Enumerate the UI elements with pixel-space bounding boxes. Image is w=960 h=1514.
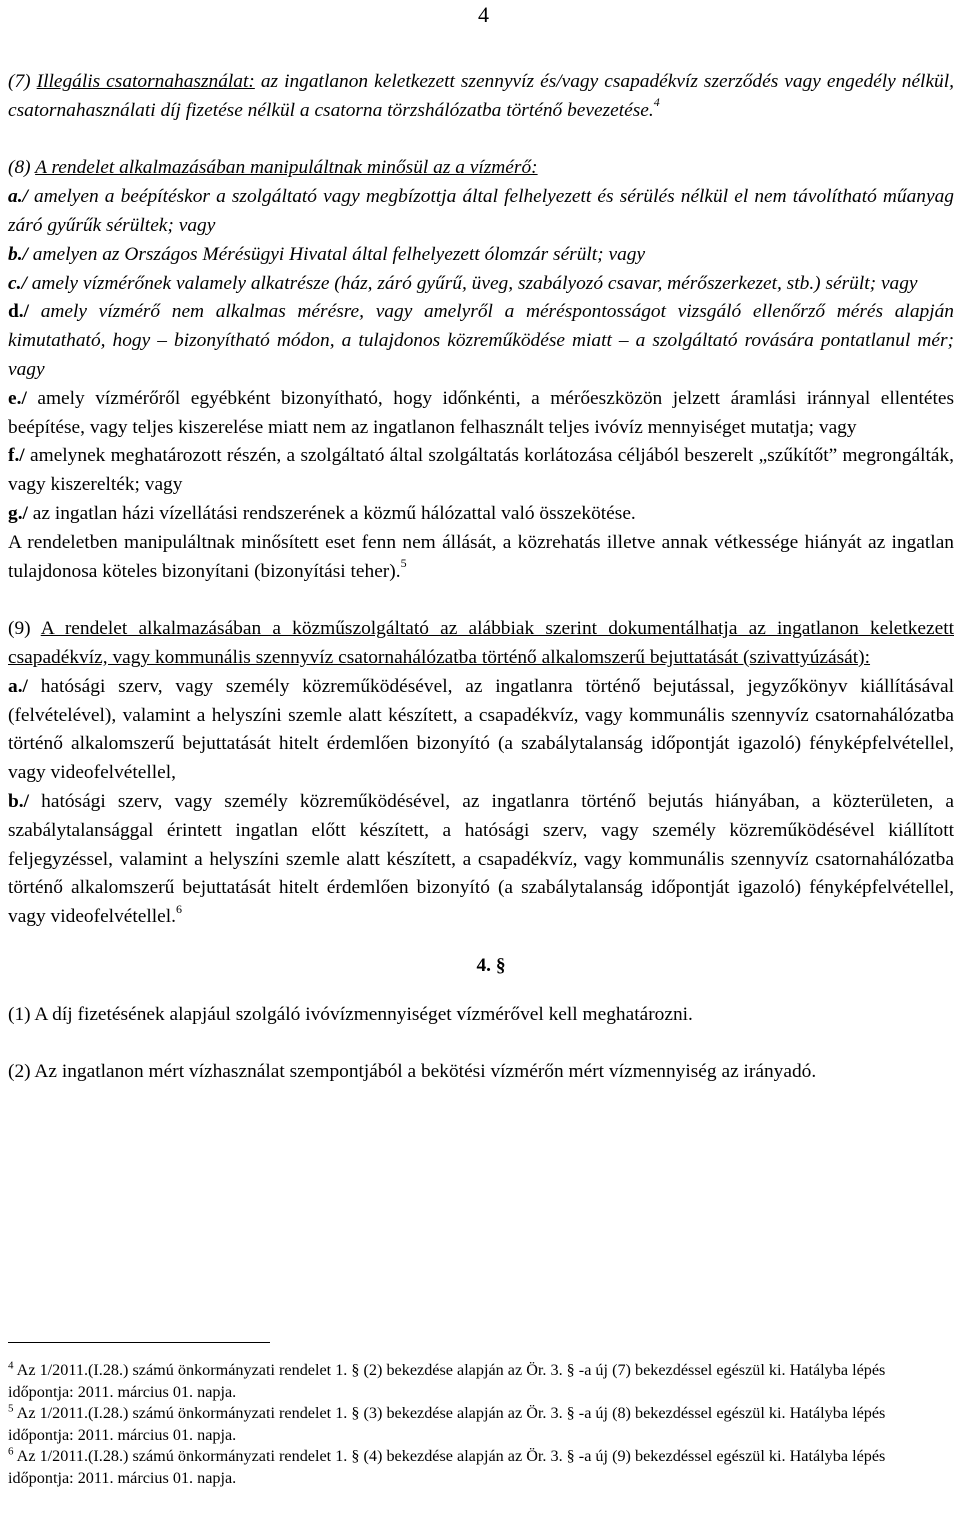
list-label: d./ [8, 301, 30, 323]
list-label: b./ [8, 790, 30, 812]
list-item-e [8, 385, 954, 443]
list-item-d [8, 298, 954, 384]
list-label: a./ [8, 675, 28, 697]
list-text: hatósági szerv, vagy személy közreműködésével, az ingatlanra történő bejutás hiányában, a közterületen, a szabálytalansággal érintett ingatlan előtt készített, a hatósági szerv, vagy személy közreműködésével kiállított feljegyzéssel, valamint a helyszíni szemle alatt készített, a csapadékvíz, vagy kommunális szennyvíz csatornahálózatba történő alkalomszerű bejuttatását hitelt érdemlően bizonyító (a szabálytalanság időpontját igazoló) fényképfelvétellel, vagy videofelvétellel. [8, 790, 954, 928]
list-label: b./ [8, 243, 28, 265]
paragraph-8-closing [8, 529, 954, 587]
list-label: g./ [8, 502, 28, 524]
footnote-text: Az 1/2011.(I.28.) számú önkormányzati rendelet 1. § (2) bekezdése alapján az Ör. 3. § -a új (7) bekezdéssel egészül ki. Hatályba lépés időpontja: 2011. március 01. napja. [8, 1361, 886, 1401]
list-text: amelyen a beépítéskor a szolgáltató vagy megbízottja által felhelyezett és sérülés nélkül el nem távolítható műanyag záró gyűrűk sérültek; vagy [8, 186, 954, 236]
footnote-number: 4 [8, 1359, 14, 1372]
footnote-number: 5 [8, 1402, 14, 1415]
footnote-4 [8, 1360, 954, 1403]
list-item-a [8, 183, 954, 241]
list-item-f [8, 442, 954, 500]
list-label: f./ [8, 445, 25, 467]
list-text: amely vízmérőnek valamely alkatrésze (ház, záró gyűrű, üveg, szabályozó csavar, mérőszerkezet, stb.) sérült; vagy [26, 272, 918, 294]
list-item-g [8, 500, 954, 529]
list-item-c [8, 270, 954, 299]
section-title: 4. § [476, 954, 506, 976]
paragraph-number: (8) [8, 157, 36, 179]
footnote-number: 6 [8, 1445, 14, 1458]
list-text: amely vízmérő nem alkalmas mérésre, vagy amelyről a méréspontosságot vizsgáló ellenőrző mérés alapján kimutatható, hogy – bizonyítható módon, a tulajdonos közreműködése miatt – a szolgáltató rovására pontatlanul mér; vagy [8, 301, 954, 380]
subsection-2: (2) Az ingatlanon mért vízhasználat szempontjából a bekötési vízmérőn mért vízmennyiség az irányadó. [8, 1060, 817, 1082]
main-body [8, 68, 954, 1086]
footnote-ref-5[interactable]: 5 [400, 556, 407, 571]
list-item-a [8, 673, 954, 788]
paragraph-8-heading [8, 154, 954, 183]
paragraph-heading: A rendelet alkalmazásában a közműszolgáltató az alábbiak szerint dokumentálhatja az ingatlanon keletkezett csapadékvíz, vagy kommunális szennyvíz csatornahálózatba történő alkalomszerű bejuttatását (szivattyúzását): [8, 618, 954, 668]
footnote-ref-6[interactable]: 6 [175, 901, 182, 916]
paragraph-7 [8, 68, 954, 126]
subsection-1: (1) A díj fizetésének alapjául szolgáló ivóvízmennyiséget vízmérővel kell meghatározni. [8, 1003, 693, 1025]
page-number: 4 [478, 2, 489, 27]
paragraph-heading: A rendelet alkalmazásában manipuláltnak minősül az a vízmérő: [35, 157, 538, 179]
list-text: amely vízmérőről egyébként bizonyítható, hogy időnkénti, a mérőeszközön jelzett áramlási iránnyal ellentétes beépítése, vagy teljes kiszerelése miatt nem az ingatlanon felhasznált teljes ivóvíz mennyiséget mutatja; vagy [8, 387, 954, 438]
list-item-b [8, 788, 954, 932]
list-label: a./ [8, 186, 28, 208]
closing-text: A rendeletben manipuláltnak minősített eset fenn nem állását, a közrehatás illetve annak vétkessége hiányát az ingatlan tulajdonosa köteles bizonyítani (bizonyítási teher). [8, 531, 954, 582]
paragraph-text: az ingatlanon keletkezett szennyvíz és/vagy csapadékvíz szerződés vagy engedély nélkül, csatornahasználati díj fizetése nélkül a csatorna törzshálózatba történő bevezetése. [8, 71, 954, 121]
list-item-b [8, 241, 954, 270]
list-text: az ingatlan házi vízellátási rendszerének a közmű hálózattal való összekötése. [27, 502, 636, 524]
list-label: c./ [8, 272, 27, 294]
footnotes [8, 1360, 954, 1489]
footnote-5 [8, 1403, 954, 1446]
list-text: amelyen az Országos Mérésügyi Hivatal által felhelyezett ólomzár sérült; vagy [27, 243, 646, 265]
footnote-text: Az 1/2011.(I.28.) számú önkormányzati rendelet 1. § (4) bekezdése alapján az Ör. 3. § -a új (9) bekezdéssel egészül ki. Hatályba lépés időpontja: 2011. március 01. napja. [8, 1447, 886, 1487]
defined-term: Illegális csatornahasználat: [36, 71, 255, 92]
footnote-6 [8, 1446, 954, 1489]
list-label: e./ [8, 387, 27, 409]
list-text: amelynek meghatározott részén, a szolgáltató által szolgáltatás korlátozása céljából beszerelt „szűkítőt” megrongálták, vagy kiszerelték; vagy [8, 445, 954, 496]
footnote-text: Az 1/2011.(I.28.) számú önkormányzati rendelet 1. § (3) bekezdése alapján az Ör. 3. § -a új (8) bekezdéssel egészül ki. Hatályba lépés időpontja: 2011. március 01. napja. [8, 1404, 886, 1444]
paragraph-number: (9) [8, 618, 41, 640]
paragraph-9-heading [8, 615, 954, 673]
paragraph-number: (7) [8, 71, 37, 92]
footnote-separator [8, 1342, 270, 1343]
footnote-ref-4[interactable]: 4 [653, 95, 660, 110]
list-text: hatósági szerv, vagy személy közreműködésével, az ingatlanra történő bejutással, jegyzőkönyv kiállításával (felvételével), valamint a helyszíni szemle alatt készített, a csapadékvíz, vagy kommunális szennyvíz csatornahálózatba történő alkalomszerű bejuttatását hitelt érdemlően bizonyító (a szabálytalanság időpontját igazoló) fényképfelvétellel, vagy videofelvétellel, [8, 675, 954, 784]
